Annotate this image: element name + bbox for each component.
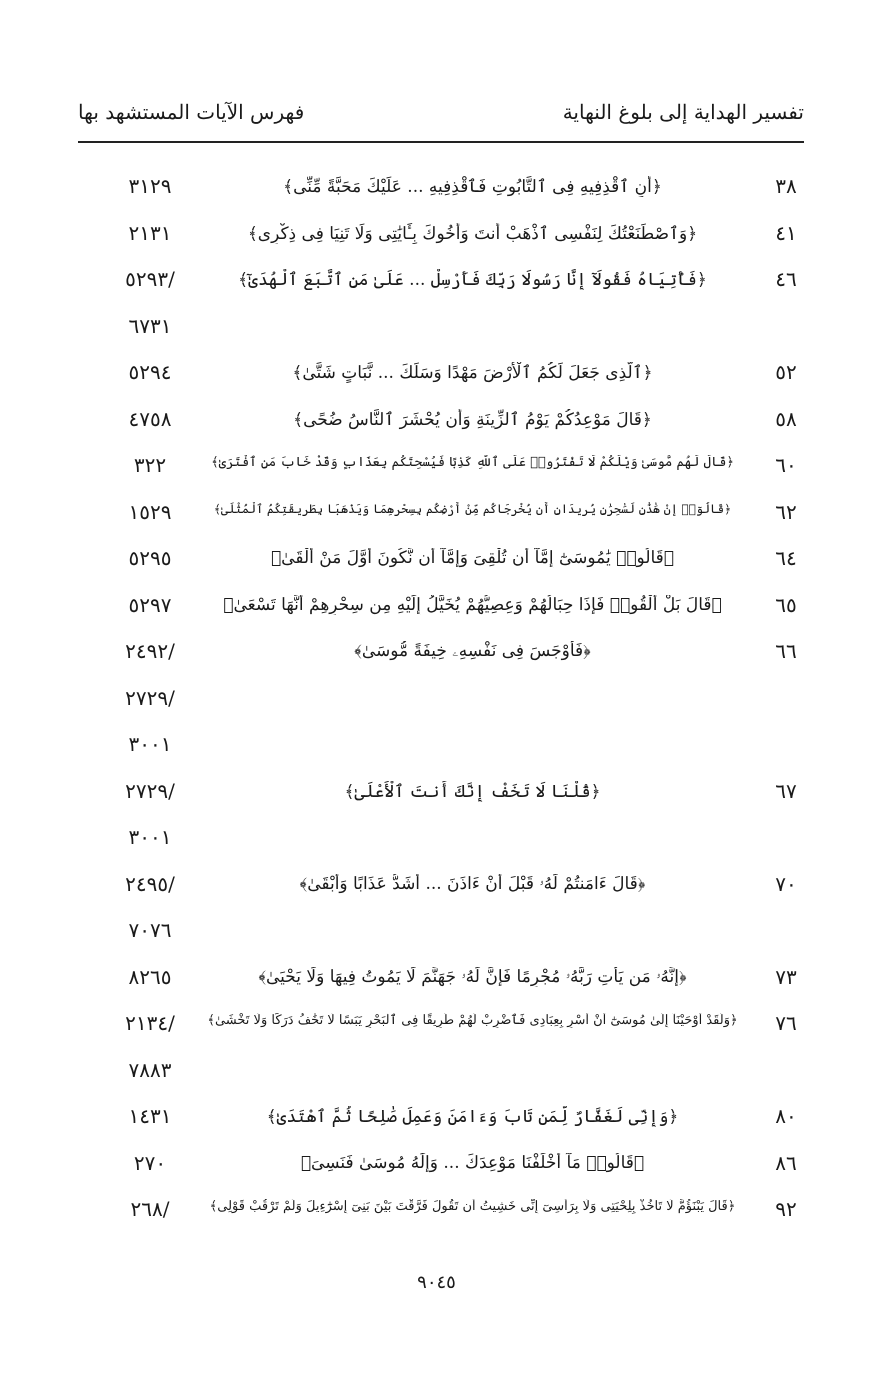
ayah-number: ٦٢: [775, 499, 797, 524]
ayah-number: ٩٢: [775, 1197, 797, 1221]
ayah-number: ٦٤: [775, 546, 797, 570]
page-reference: ٢١٣١: [128, 220, 172, 245]
page-reference: ٥٢٩٥: [128, 546, 172, 570]
ayah-number: ٣٨: [775, 174, 797, 198]
verse-text: ﴿إِنَّهُۥ مَن يَأْتِ رَبَّهُۥ مُجْرِمًا فَإِنَّ لَهُۥ جَهَنَّمَ لَا يَمُوتُ فِيهَا وَلَا يَحْيَىٰ﴾: [258, 966, 687, 987]
index-row: [0, 401, 873, 448]
ayah-number: ٤١: [775, 220, 797, 245]
verse-text: ﴿قُلْنَا لَا تَخَفْ إِنَّكَ أَنتَ ٱلْأَعْلَىٰ﴾: [344, 781, 601, 802]
page-reference: /٢٤٩٥: [125, 871, 175, 896]
page-reference: ٥٢٩٧: [128, 592, 172, 617]
page-reference: ٣١٢٩: [128, 174, 172, 198]
verse-text: ﴿أَنِ ٱقْذِفِيهِ فِى ٱلتَّابُوتِ فَٱقْذِفِيهِ ... عَلَيْكَ مَحَبَّةً مِّنِّى﴾: [283, 177, 662, 197]
page-reference: ٣٢٢: [133, 453, 167, 477]
verse-text: ﴿وَلَقَدْ أَوْحَيْنَآ إِلَىٰ مُوسَىٰٓ أَنْ أَسْرِ بِعِبَادِى فَٱضْرِبْ لَهُمْ طَرِيقًا فِى ٱلْبَحْرِ يَبَسًا لَّا تَخَٰفُ دَرَكًا وَلَا تَخْشَىٰ﴾: [207, 1013, 738, 1028]
index-row: [0, 494, 873, 541]
ayah-number: ٨٦: [775, 1150, 797, 1175]
page-reference: /٢٤٩٢: [125, 639, 175, 663]
ayah-number: ٧٣: [775, 964, 797, 989]
page-reference: /٢٧٢٩: [125, 778, 175, 803]
verse-text: ﴿وَإِنِّى لَغَفَّارٌ لِّمَن تَابَ وَءَامَنَ وَعَمِلَ صَٰلِحًا ثُمَّ ٱهْتَدَىٰ﴾: [266, 1107, 679, 1127]
header-divider: [78, 141, 804, 143]
page-reference: ٤٧٥٨: [128, 406, 172, 431]
index-row: [0, 773, 873, 820]
ayah-number: ٤٦: [775, 267, 797, 291]
verse-text: ﴿قَالَ بَلْ أَلْقُوا۟ فَإِذَا حِبَالُهُمْ وَعِصِيُّهُمْ يُخَيَّلُ إِلَيْهِ مِن سِحْرِهِمْ أَنَّهَا تَسْعَىٰ﴾: [223, 594, 722, 615]
index-row: [0, 912, 873, 959]
page-reference: /٢٦٨: [130, 1197, 170, 1221]
index-row: [0, 819, 873, 866]
index-row: [0, 168, 873, 215]
page-reference: ٣٠٠١: [128, 732, 172, 756]
page-reference: ٢٧٠: [133, 1150, 167, 1175]
ayah-number: ٦٦: [775, 639, 797, 663]
index-row: [0, 633, 873, 680]
verse-text: ﴿قَالُوا۟ مَآ أَخْلَفْنَا مَوْعِدَكَ ... وَإِلَٰهُ مُوسَىٰ فَنَسِىَ﴾: [300, 1152, 645, 1173]
ayah-number: ٥٢: [775, 360, 797, 384]
page-reference: /٢٧٢٩: [125, 685, 175, 710]
index-row: [0, 680, 873, 727]
verse-text: ﴿وَٱصْطَنَعْتُكَ لِنَفْسِى ٱذْهَبْ أَنتَ وَأَخُوكَ بِـَٔايَٰتِى وَلَا تَنِيَا فِى ذِكْرِى﴾: [247, 223, 698, 244]
index-row: [0, 540, 873, 587]
page-reference: ٨٢٦٥: [128, 964, 172, 989]
ayah-number: ٨٠: [775, 1104, 797, 1128]
page-reference: ٧٨٨٣: [128, 1057, 172, 1082]
index-row: [0, 866, 873, 913]
verse-text: ﴿ٱلَّذِى جَعَلَ لَكُمُ ٱلْأَرْضَ مَهْدًا وَسَلَكَ ... نَّبَاتٍ شَتَّىٰ﴾: [292, 363, 653, 383]
page-reference: ٥٢٩٤: [128, 360, 172, 384]
page-reference: ٧٠٧٦: [128, 918, 172, 942]
index-row: [0, 959, 873, 1006]
index-row: [0, 1052, 873, 1099]
verse-text: ﴿فَأَوْجَسَ فِى نَفْسِهِۦ خِيفَةً مُّوسَىٰ﴾: [354, 641, 591, 661]
running-header: [78, 100, 804, 140]
verse-text: ﴿قَالَ مَوْعِدُكُمْ يَوْمُ ٱلزِّينَةِ وَأَن يُحْشَرَ ٱلنَّاسُ ضُحًى﴾: [293, 409, 652, 430]
page-number: ٩٠٤٥: [417, 1272, 456, 1293]
verse-text: ﴿قَالَ يَبْنَؤُمَّ لَا تَأْخُذْ بِلِحْيَتِى وَلَا بِرَأْسِىٓ إِنِّى خَشِيتُ أَن تَقُولَ فَرَّقْتَ بَيْنَ بَنِىٓ إِسْرَٰٓءِيلَ وَلَمْ تَرْقُبْ قَوْلِى﴾: [209, 1199, 736, 1214]
ayah-number: ٦٥: [775, 592, 797, 617]
ayah-number: ٧٦: [775, 1011, 797, 1035]
index-row: [0, 354, 873, 401]
ayah-number: ٦٠: [775, 453, 797, 477]
page-reference: ١٤٣١: [128, 1104, 172, 1128]
index-row: [0, 308, 873, 355]
page-reference: ٣٠٠١: [128, 825, 172, 849]
index-row: [0, 447, 873, 494]
page-reference: /٢١٣٤: [125, 1011, 175, 1035]
index-row: [0, 1005, 873, 1052]
index-row: [0, 587, 873, 634]
verse-text: ﴿قَالُوا۟ يَٰمُوسَىٰٓ إِمَّآ أَن تُلْقِىَ وَإِمَّآ أَن نَّكُونَ أَوَّلَ مَنْ أَلْقَىٰ﴾: [270, 548, 675, 568]
section-title: فهرس الآيات المستشهد بها: [78, 100, 305, 124]
page-reference: ١٥٢٩: [128, 499, 172, 524]
index-row: [0, 261, 873, 308]
index-row: [0, 215, 873, 262]
ayah-number: ٧٠: [775, 871, 797, 896]
index-row: [0, 1191, 873, 1238]
index-row: [0, 726, 873, 773]
verse-text: ﴿قَالُوٓا۟ إِنْ هَٰذَٰنِ لَسَٰحِرَٰنِ يُرِيدَانِ أَن يُخْرِجَاكُم مِّنْ أَرْضِكُم بِسِحْرِهِمَا وَيَذْهَبَا بِطَرِيقَتِكُمُ ٱلْمُثْلَىٰ﴾: [213, 501, 732, 516]
index-row: [0, 1145, 873, 1192]
verse-text: ﴿قَالَ ءَامَنتُمْ لَهُۥ قَبْلَ أَنْ ءَاذَنَ ... أَشَدُّ عَذَابًا وَأَبْقَىٰ﴾: [299, 873, 646, 894]
index-row: [0, 1098, 873, 1145]
verse-text: ﴿فَأْتِيَاهُ فَقُولَآ إِنَّا رَسُولَا رَبِّكَ فَأَرْسِلْ ... عَلَىٰ مَنِ ٱتَّبَعَ ٱلْهُدَىٰٓ﴾: [238, 270, 707, 290]
page-reference: ٦٧٣١: [128, 313, 172, 338]
verse-text: ﴿قَالَ لَهُم مُّوسَىٰ وَيْلَكُمْ لَا تَفْتَرُوا۟ عَلَى ٱللَّهِ كَذِبًا فَيُسْحِتَكُم بِعَذَابٍ وَقَدْ خَابَ مَنِ ٱفْتَرَىٰ﴾: [211, 455, 734, 470]
verse-index-table: [0, 168, 873, 1238]
book-title: تفسير الهداية إلى بلوغ النهاية: [562, 100, 804, 124]
ayah-number: ٥٨: [775, 406, 797, 431]
ayah-number: ٦٧: [775, 778, 797, 803]
page-reference: /٥٢٩٣: [125, 267, 175, 291]
